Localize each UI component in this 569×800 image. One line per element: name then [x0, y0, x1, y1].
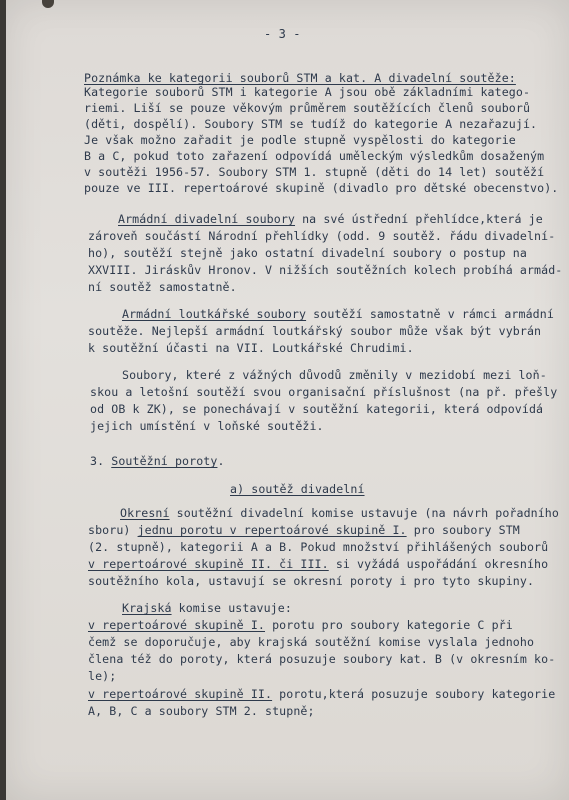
army-theatre-line: ho), soutěží stejně jako ostatní divadelní soubory o postup na [88, 246, 527, 260]
subsection-a-title: a) soutěž divadelní [230, 482, 365, 496]
note-line: v soutěži 1956-57. Soubory STM 1. stupně (děti do 14 let) soutěží [84, 165, 545, 179]
note-heading: Poznámka ke kategorii souborů STM a kat. A divadelní soutěže: [84, 71, 516, 85]
note-line: riemi. Liší se pouze věkovým průměrem soutěžících členů souborů [84, 101, 531, 115]
army-theatre-lead: Armádní divadelní soubory [118, 212, 296, 226]
note-line: pouze ve III. repertoárové skupině (divadlo pro dětské obecenstvo). [84, 181, 559, 195]
changed-line: Soubory, které z vážných důvodů změnily v mezidobí mezi loň- [122, 368, 547, 382]
note-line: Kategorie souborů STM i kategorie A jsou obě základními katego- [84, 85, 531, 99]
regional-item-2: v repertoárové skupině II. porotu,která posuzuje soubory kategorie [88, 687, 556, 701]
army-theatre-first-line: Armádní divadelní soubory na své ústřední přehlídce,která je [118, 212, 543, 226]
regional-item-1: v repertoárové skupině I. porotu pro soubory kategorie C při [88, 618, 513, 632]
page-number: - 3 - [264, 27, 301, 41]
district-line: v repertoárové skupině II. či III. si vyžádá uspořádání okresního [88, 557, 549, 571]
district-line: sboru) jednu porotu v repertoárové skupině I. pro soubory STM [88, 523, 520, 537]
district-first-line: Okresní soutěžní divadelní komise ustavuje (na návrh pořadního [120, 506, 559, 520]
changed-line: skou a letošní soutěží svou organisační příslušnost (na př. přešly [90, 385, 558, 399]
army-theatre-line: XXVIII. Jiráskův Hronov. V nižších soutěžních kolech probíhá armád- [88, 263, 563, 277]
army-puppet-line: k soutěžní účasti na VII. Loutkářské Chrudimi. [88, 341, 414, 355]
regional-item-1-line: čemž se doporučuje, aby krajská soutěžní komise vyslala jednoho [88, 635, 535, 649]
army-theatre-line: zároveň součástí Národní přehlídky (odd. 9 soutěž. řádu divadelní- [88, 229, 556, 243]
regional-item-2-line: A, B, C a soubory STM 2. stupně; [88, 704, 315, 718]
regional-first-line: Krajská komise ustavuje: [122, 601, 292, 615]
army-puppet-lead: Armádní loutkářské soubory [122, 307, 307, 321]
army-puppet-first-line: Armádní loutkářské soubory soutěží samostatně v rámci armádní [122, 307, 554, 321]
punch-hole [42, 0, 54, 8]
army-theatre-line: ní soutěž samostatně. [88, 280, 237, 294]
note-line: (děti, dospělí). Soubory STM se tudíž do kategorie A nezařazují. [84, 117, 538, 131]
document-page [6, 0, 569, 800]
section-3-heading: 3. Soutěžní poroty. [90, 454, 225, 468]
district-line: soutěžního kola, ustavují se okresní poroty i pro tyto skupiny. [88, 574, 535, 588]
regional-item-1-line: le); [88, 669, 117, 683]
changed-line: od OB k ZK), se ponechávají v soutěžní kategorii, která odpovídá [90, 402, 544, 416]
army-puppet-line: soutěže. Nejlepší armádní loutkářský soubor může však být vybrán [88, 324, 542, 338]
note-line: Je však možno zařadit je podle stupně vyspělosti do kategorie [84, 133, 516, 147]
regional-lead: Krajská [122, 601, 172, 615]
district-lead: Okresní [120, 506, 170, 520]
note-line: B a C, pokud toto zařazení odpovídá uměleckým výsledkům dosaženým [84, 149, 545, 163]
changed-line: jejich umístění v loňské soutěži. [90, 419, 324, 433]
section-3-title: Soutěžní poroty [111, 454, 218, 468]
district-line: (2. stupně), kategorii A a B. Pokud množství přihlášených souborů [88, 540, 549, 554]
regional-item-1-line: člena též do poroty, která posuzuje soubory kat. B (v okresním ko- [88, 652, 556, 666]
